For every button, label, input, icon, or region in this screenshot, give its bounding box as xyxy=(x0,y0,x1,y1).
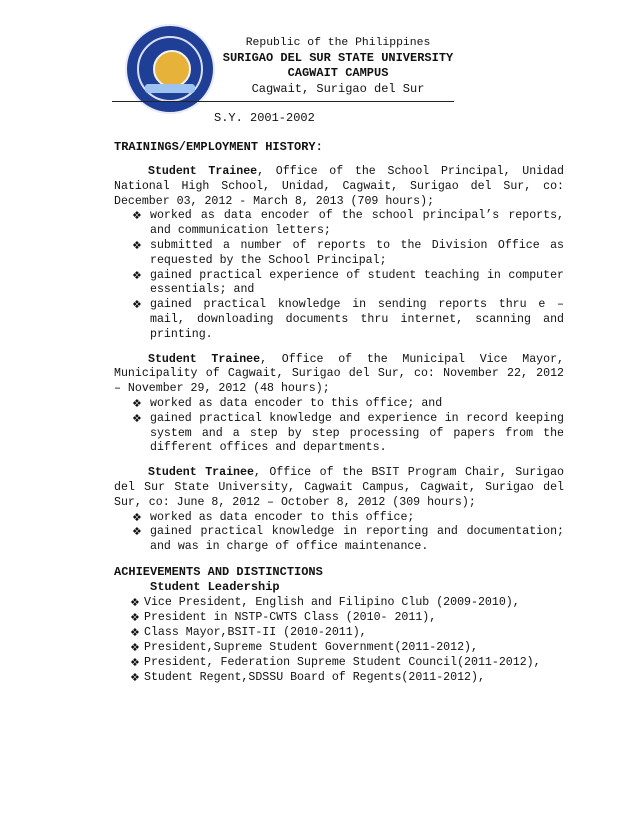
trainings-heading: TRAININGS/EMPLOYMENT HISTORY: xyxy=(114,140,323,154)
achievements-list xyxy=(114,595,564,685)
achievements-heading: ACHIEVEMENTS AND DISTINCTIONS xyxy=(114,564,323,579)
diamond-bullet-icon: ❖ xyxy=(130,640,140,654)
list-item: ❖ submitted a number of reports to the Division Office as requested by the School Principal; xyxy=(132,238,564,267)
school-year: S.Y. 2001-2002 xyxy=(214,111,315,125)
diamond-bullet-icon: ❖ xyxy=(132,209,142,223)
training-entry xyxy=(114,165,564,343)
diamond-bullet-icon: ❖ xyxy=(130,670,140,684)
diamond-bullet-icon: ❖ xyxy=(132,396,142,410)
training-entry xyxy=(114,353,564,457)
list-item: ❖ President,Supreme Student Government(2011-2012), xyxy=(130,640,478,654)
list-item: ❖ President in NSTP-CWTS Class (2010- 2011), xyxy=(130,610,437,624)
list-item: ❖ gained practical experience of student teaching in computer essentials; and xyxy=(132,268,564,297)
diamond-bullet-icon: ❖ xyxy=(132,510,142,524)
entry-details: , Office of the Municipal Vice Mayor, Municipality of Cagwait, Surigao del Sur, co: November 22, 2012 – November 29, 2012 (48 hours); xyxy=(114,352,564,396)
list-item: ❖ worked as data encoder of the school principal’s reports, and communication letters; xyxy=(132,209,564,238)
list-item: ❖ Class Mayor,BSIT-II (2010-2011), xyxy=(130,625,367,639)
letterhead xyxy=(200,36,476,97)
entry-bullets xyxy=(114,209,564,342)
diamond-bullet-icon: ❖ xyxy=(130,655,140,669)
entry-details: , Office of the BSIT Program Chair, Surigao del Sur State University, Cagwait Campus, Cagwait, Surigao del Sur, co: June 8, 2012 – October 8, 2012 (309 hours); xyxy=(114,466,564,509)
diamond-bullet-icon: ❖ xyxy=(130,595,140,609)
country-line: Republic of the Philippines xyxy=(245,37,431,49)
list-item: ❖ gained practical knowledge in reporting and documentation; and was in charge of office maintenance. xyxy=(132,525,564,554)
seal-emblem xyxy=(153,50,191,88)
entry-role: Student Trainee xyxy=(148,352,261,366)
entry-details: , Office of the School Principal, Unidad National High School, Unidad, Cagwait, Surigao del Sur, co: December 03, 2012 - March 8, 2013 (709 hours); xyxy=(114,165,564,208)
diamond-bullet-icon: ❖ xyxy=(132,268,142,282)
achievements-subheading: Student Leadership xyxy=(150,579,280,594)
document-body xyxy=(114,140,564,685)
entry-bullets xyxy=(114,511,564,555)
entry-role: Student Trainee xyxy=(148,165,258,178)
diamond-bullet-icon: ❖ xyxy=(132,411,142,425)
campus-name: CAGWAIT CAMPUS xyxy=(287,66,389,80)
list-item: ❖ Vice President, English and Filipino Club (2009-2010), xyxy=(130,595,520,609)
list-item: ❖ President, Federation Supreme Student Council(2011-2012), xyxy=(130,655,541,669)
diamond-bullet-icon: ❖ xyxy=(132,298,142,312)
seal-ribbon xyxy=(145,84,195,93)
list-item: ❖ Student Regent,SDSSU Board of Regents(2011-2012), xyxy=(130,670,485,684)
diamond-bullet-icon: ❖ xyxy=(132,238,142,252)
training-entry xyxy=(114,466,564,555)
entry-bullets xyxy=(114,397,564,456)
list-item: ❖ gained practical knowledge in sending reports thru e – mail, downloading documents thru internet, scanning and printing. xyxy=(132,298,564,341)
diamond-bullet-icon: ❖ xyxy=(130,610,140,624)
campus-address: Cagwait, Surigao del Sur xyxy=(251,82,425,96)
diamond-bullet-icon: ❖ xyxy=(132,525,142,539)
diamond-bullet-icon: ❖ xyxy=(130,625,140,639)
list-item: ❖ worked as data encoder to this office; and xyxy=(132,396,443,410)
entry-role: Student Trainee xyxy=(148,466,254,480)
list-item: ❖ worked as data encoder to this office; xyxy=(132,510,415,524)
university-name: SURIGAO DEL SUR STATE UNIVERSITY xyxy=(222,51,454,65)
header-divider xyxy=(112,101,454,102)
list-item: ❖ gained practical knowledge and experience in record keeping system and a step by step processing of papers from the different offices and departments. xyxy=(132,411,564,455)
